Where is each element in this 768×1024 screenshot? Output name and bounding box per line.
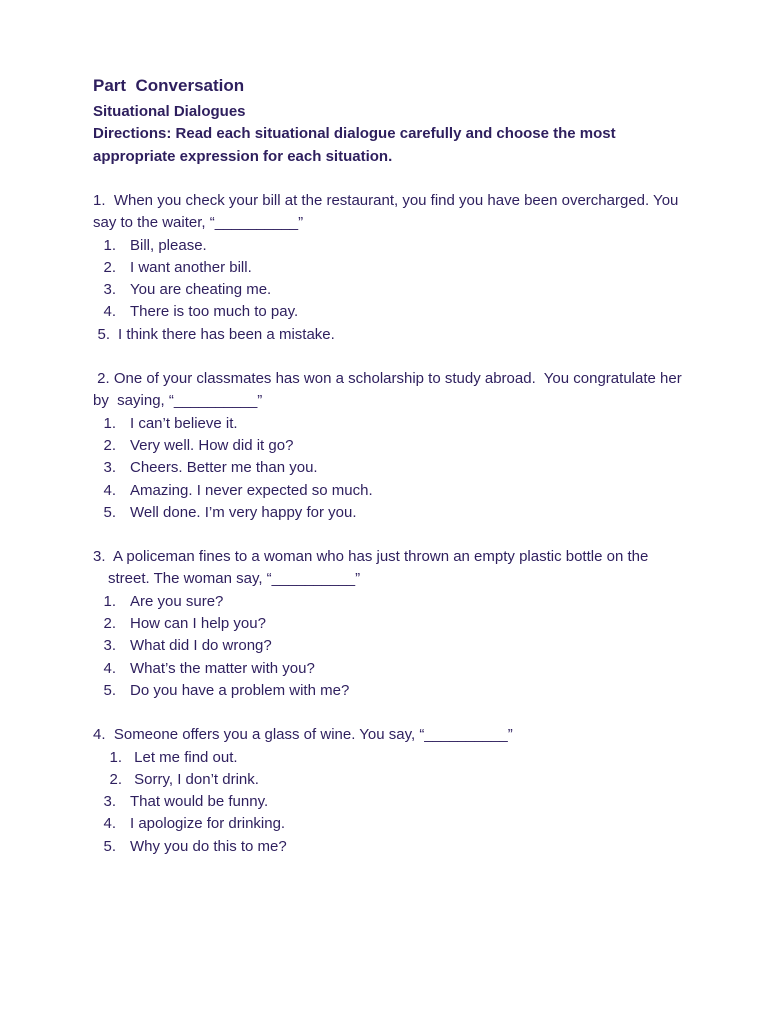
option-text: Amazing. I never expected so much. (130, 481, 373, 499)
option-item (93, 413, 693, 435)
option-item (93, 591, 693, 613)
option-number: 1. (103, 592, 116, 610)
option-item (93, 235, 693, 257)
option-text: Let me find out. (130, 748, 238, 766)
option-number: 1. (103, 414, 116, 432)
option-text: You are cheating me. (130, 281, 272, 299)
option-number: 5. (103, 681, 116, 699)
option-number: 3. (103, 281, 116, 299)
option-text: I can’t believe it. (130, 414, 238, 432)
option-number: 4. (103, 815, 116, 833)
option-item (93, 613, 693, 635)
option-number: 1. (103, 236, 116, 254)
option-text: Well done. I’m very happy for you. (130, 503, 357, 521)
option-text: Cheers. Better me than you. (130, 459, 318, 477)
question-text: 2. One of your classmates has won a scholarship to study abroad. You congratulate her by saying, “__________” (93, 370, 686, 410)
option-text: I apologize for drinking. (130, 815, 286, 833)
option-item (93, 635, 693, 657)
option-item (93, 301, 693, 323)
spacer (93, 702, 693, 724)
option-number: 3. (103, 637, 116, 655)
option-item (93, 480, 693, 502)
option-list (93, 413, 693, 524)
spacer (93, 168, 693, 190)
option-item (93, 257, 693, 279)
option-text: Do you have a problem with me? (130, 681, 350, 699)
spacer (93, 346, 693, 368)
option-text: How can I help you? (130, 615, 266, 633)
option-text: Are you sure? (130, 592, 224, 610)
option-item (93, 502, 693, 524)
option-item (93, 324, 693, 346)
option-text: That would be funny. (130, 793, 269, 811)
option-item (93, 791, 693, 813)
option-list (93, 591, 693, 702)
option-item (93, 769, 693, 791)
option-text: Sorry, I don’t drink. (130, 770, 259, 788)
option-number: 2. (103, 615, 116, 633)
option-item (93, 457, 693, 479)
question-block (93, 368, 693, 524)
option-text: What did I do wrong? (130, 637, 272, 655)
option-list (93, 747, 693, 858)
option-number: 2. (109, 770, 122, 788)
option-number: 4. (103, 659, 116, 677)
option-number: 4. (103, 303, 116, 321)
document-page (93, 74, 693, 858)
option-text: What’s the matter with you? (130, 659, 315, 677)
option-number: 4. (103, 481, 116, 499)
option-text: Bill, please. (130, 236, 207, 254)
directions-text: Directions: Read each situational dialogue carefully and choose the most appropriate expression for each situation. (93, 125, 616, 165)
option-item (93, 680, 693, 702)
option-text: I want another bill. (130, 258, 252, 276)
question-block (93, 546, 693, 702)
option-list (93, 235, 693, 346)
option-number: 2. (103, 258, 116, 276)
option-number: 5. (97, 325, 110, 343)
spacer (93, 524, 693, 546)
option-item (93, 435, 693, 457)
option-text: Very well. How did it go? (130, 436, 294, 454)
option-item (93, 279, 693, 301)
option-item (93, 658, 693, 680)
question-text: 4. Someone offers you a glass of wine. You say, “__________” (93, 726, 513, 744)
option-number: 2. (103, 436, 116, 454)
section-subtitle: Situational Dialogues (93, 103, 246, 120)
page-title: Part Conversation (93, 76, 245, 95)
option-text: There is too much to pay. (130, 303, 299, 321)
question-block (93, 190, 693, 346)
option-number: 3. (103, 459, 116, 477)
question-block (93, 724, 693, 858)
option-text: I think there has been a mistake. (118, 325, 335, 343)
option-item (93, 836, 693, 858)
option-item (93, 747, 693, 769)
question-text: 1. When you check your bill at the restaurant, you find you have been overcharged. You say to the waiter, “__________” (93, 192, 687, 232)
option-number: 5. (103, 503, 116, 521)
option-number: 3. (103, 793, 116, 811)
option-item (93, 813, 693, 835)
option-number: 1. (109, 748, 122, 766)
option-text: Why you do this to me? (130, 837, 287, 855)
option-number: 5. (103, 837, 116, 855)
question-text: 3. A policeman fines to a woman who has just thrown an empty plastic bottle on the street. The woman say, “__________” (93, 548, 653, 588)
